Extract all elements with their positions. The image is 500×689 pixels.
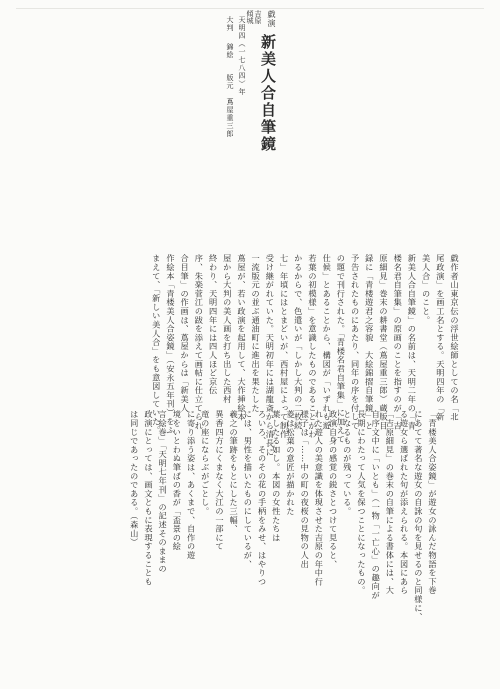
text-column: 合目筆」の作画は、蔦屋からは「新美人	[180, 254, 191, 413]
print-pub-label: 版元	[226, 74, 234, 91]
text-column: は同じであったのである。（森山）	[129, 410, 140, 547]
print-format	[226, 16, 234, 138]
text-column: 政演自身の感覚の鋭さとつけて見ると、	[328, 410, 339, 569]
text-column: 葉したる如し。本図の女性たちは	[271, 410, 282, 542]
text-column: 一流版元の並ぶ通油町に進出を果たした	[251, 254, 262, 413]
print-title: 新美人合自筆鏡	[259, 34, 277, 153]
text-column: となるものが残っている。	[342, 410, 353, 516]
text-column: 受け継がれていた。天明初年には湖龍斎から清長に	[265, 254, 276, 457]
print-color: 錦絵	[226, 43, 234, 60]
text-column: 境をいとわぬ筆ばの香が「盃景の絵	[172, 410, 183, 551]
text-column: 戯作者山東京伝の浮世絵師としての名「北	[450, 254, 460, 422]
text-column: 予告されたものにあたり、同年の序を付して	[350, 254, 361, 430]
text-column: まえて、「新しい美人合」をも意図していた。	[151, 254, 162, 435]
commentary-left	[120, 410, 440, 665]
text-column: ろいろ、そのその花の手柄をみせ、はやりつ	[257, 410, 268, 586]
text-column: 「青楼美人合姿鏡」が遊女の詠んだ物語を下巻	[428, 410, 438, 595]
text-column: 若葉の初模様」を意識したものであることがわ	[307, 254, 318, 439]
text-column: れた遊人の美意識を体現させた吉原の年中行	[314, 410, 325, 586]
print-header	[216, 6, 276, 166]
title-prefix	[266, 10, 276, 28]
text-column: 新美人合自筆鏡」の名前は、天明二年の「青	[407, 254, 418, 430]
text-column: 尾政演」を画工名とする。天明四年の「新	[435, 254, 446, 422]
text-column: の題で刊行された。「青楼名君自筆集」に加えて	[336, 254, 347, 444]
prefix-sub: 傾城	[246, 10, 254, 24]
prefix-right: 吉原	[254, 10, 262, 24]
text-column: 政演にとっては、画文ともに表現することも	[143, 410, 154, 586]
text-column: 自序文中に「いとも」（一物「一亡心」の趣向が	[371, 410, 382, 600]
text-column: 長期にわたって人気を保つことになったもの。	[356, 410, 367, 595]
text-column: 終わり、天明四年には四人ほど京伝	[208, 254, 219, 395]
text-column: 菱は松葉の意匠が描かれた	[285, 410, 296, 516]
text-column: 様子は「……中の町の夜桜の見物の人出	[300, 410, 311, 569]
print-publisher: 蔦屋重三郎	[226, 97, 234, 138]
text-column: 楼名君自筆集」の原画のことを指すのが「吉	[393, 254, 404, 430]
text-column: る遊女ら選ばれた句が添えられる。本図にあら	[399, 410, 410, 595]
text-column: 原細見」巻末の耕書堂（蔦屋重三郎）蔵版目	[378, 254, 389, 430]
text-column: 羲之の筆跡をもとにした三幅、	[229, 410, 240, 534]
prefix-left: 戯演	[267, 10, 276, 28]
text-column: かるからで、色遣いが「しかし大判の二枚続	[293, 254, 304, 430]
print-size: 大判	[226, 16, 234, 32]
title-prefix-small	[246, 10, 262, 24]
text-column: 屋から大判の美人画を打ち出した西村	[222, 254, 233, 404]
print-year: 天明四（一七八四）年	[238, 16, 246, 96]
text-column: 仕候」とあることから、構図が「いずれも遊	[322, 254, 333, 430]
text-column: 「吉原細見」の巻末の自筆による書体には、大	[385, 410, 396, 595]
text-column: 美人合」のこと。	[421, 254, 432, 325]
text-column: 七」年頃にはとまどいが、西村屋によって制作	[279, 254, 290, 439]
text-column: 異香四方にくまなく大江の一部にて	[214, 410, 225, 551]
text-column: には、男性を描いたものにしているが、	[243, 410, 254, 569]
text-column: 言絵巻」「天明七年刊」の記述そのままの	[158, 410, 169, 574]
title-block	[246, 8, 277, 153]
text-column: 竜の座にならぶがごとし。	[200, 410, 211, 516]
text-column: 序、朱楽菅江の跋を添えて画帖に仕立てられ	[194, 254, 205, 430]
text-column: 録に「青楼遊君之容貌 大絵錦摺自筆鏡」と	[364, 254, 375, 430]
text-column: 作絵本「青楼美人合姿鏡」（安永五年刊）をふ	[165, 254, 176, 435]
text-column: にあてて著名な遊女の自詠の句を見せるのと同様に、	[413, 410, 424, 622]
text-column: に寄り添う姿は、あくまで、自作の遊	[186, 410, 197, 560]
text-column: 蔦屋が、若い政演を起用して、大作挿絵本	[236, 254, 247, 422]
